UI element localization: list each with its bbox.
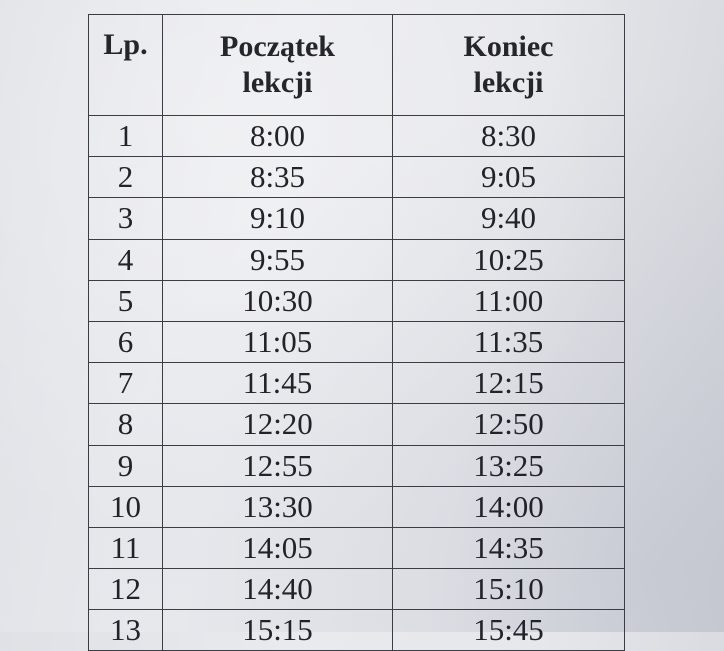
lesson-end-time: 9:40 (393, 198, 625, 239)
lesson-start-time: 11:05 (163, 321, 393, 362)
lesson-start-time: 13:30 (163, 486, 393, 527)
lesson-number: 1 (89, 116, 163, 157)
lesson-start-time: 12:20 (163, 404, 393, 445)
table-row (89, 610, 625, 651)
lesson-end-time: 12:15 (393, 363, 625, 404)
header-lesson-start-line1: Początek (220, 30, 335, 63)
table-row (89, 486, 625, 527)
lesson-end-time: 13:25 (393, 445, 625, 486)
table-row (89, 445, 625, 486)
lesson-number: 5 (89, 280, 163, 321)
lesson-end-time: 11:35 (393, 321, 625, 362)
table-row (89, 239, 625, 280)
header-lesson-end (393, 15, 625, 116)
lesson-end-time: 8:30 (393, 116, 625, 157)
table-row (89, 157, 625, 198)
lesson-number: 8 (89, 404, 163, 445)
lesson-end-time: 12:50 (393, 404, 625, 445)
lesson-start-time: 15:15 (163, 610, 393, 651)
lesson-end-time: 14:35 (393, 527, 625, 568)
lesson-number: 4 (89, 239, 163, 280)
lesson-start-time: 9:10 (163, 198, 393, 239)
lesson-start-time: 10:30 (163, 280, 393, 321)
lesson-end-time: 15:10 (393, 569, 625, 610)
lesson-end-time: 9:05 (393, 157, 625, 198)
header-lesson-start (163, 15, 393, 116)
lesson-start-time: 8:35 (163, 157, 393, 198)
lesson-number: 2 (89, 157, 163, 198)
lesson-start-time: 14:05 (163, 527, 393, 568)
table-row (89, 404, 625, 445)
lesson-end-time: 14:00 (393, 486, 625, 527)
lesson-number: 10 (89, 486, 163, 527)
header-lp: Lp. (89, 15, 163, 116)
header-lesson-start-line2: lekcji (242, 66, 313, 99)
lesson-number: 13 (89, 610, 163, 651)
table-row (89, 321, 625, 362)
lesson-number: 7 (89, 363, 163, 404)
lesson-number: 6 (89, 321, 163, 362)
header-row (89, 15, 625, 116)
table-row (89, 116, 625, 157)
lesson-end-time: 11:00 (393, 280, 625, 321)
lesson-end-time: 15:45 (393, 610, 625, 651)
lesson-number: 9 (89, 445, 163, 486)
lesson-number: 3 (89, 198, 163, 239)
lesson-start-time: 11:45 (163, 363, 393, 404)
lesson-start-time: 9:55 (163, 239, 393, 280)
table-row (89, 527, 625, 568)
lesson-number: 12 (89, 569, 163, 610)
lesson-start-time: 12:55 (163, 445, 393, 486)
table-row (89, 363, 625, 404)
table-row (89, 569, 625, 610)
lesson-number: 11 (89, 527, 163, 568)
lesson-end-time: 10:25 (393, 239, 625, 280)
table-row (89, 198, 625, 239)
lesson-start-time: 8:00 (163, 116, 393, 157)
header-lesson-end-line2: lekcji (473, 66, 544, 99)
table-row (89, 280, 625, 321)
lesson-schedule-table (88, 14, 625, 651)
header-lesson-end-line1: Koniec (463, 30, 554, 63)
lesson-start-time: 14:40 (163, 569, 393, 610)
